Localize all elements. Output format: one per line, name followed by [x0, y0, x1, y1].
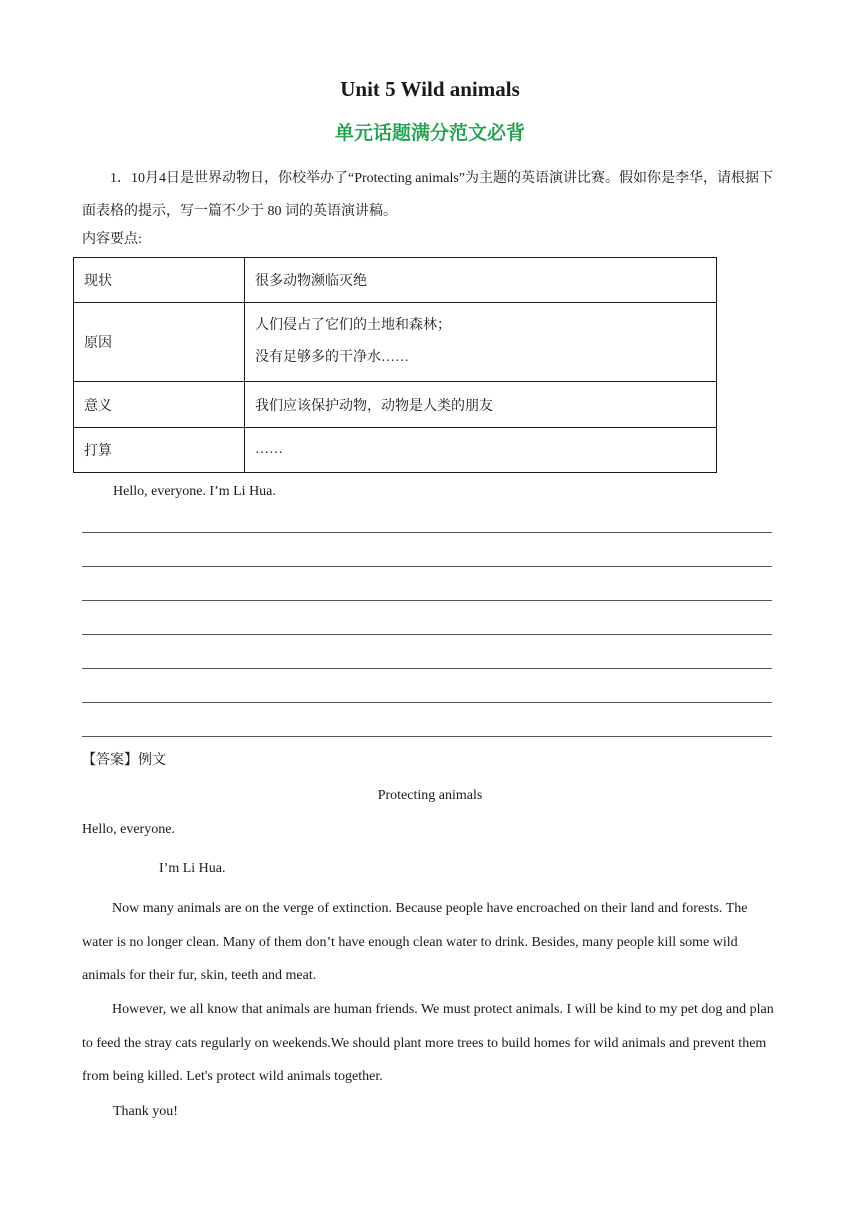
row-value: 很多动物濒临灭绝 — [245, 258, 717, 303]
answer-blank-line[interactable] — [82, 566, 772, 567]
row-key: 打算 — [74, 428, 245, 473]
answer-label: 【答案】例文 — [82, 753, 166, 768]
row-key: 原因 — [74, 303, 245, 382]
essay-intro: I’m Li Hua. — [159, 861, 226, 876]
essay-greeting: Hello, everyone. — [82, 822, 175, 837]
points-label: 内容要点: — [82, 232, 142, 247]
essay-title: Protecting animals — [377, 788, 483, 803]
answer-blank-line[interactable] — [82, 736, 772, 737]
row-value: 我们应该保护动物，动物是人类的朋友 — [245, 382, 717, 428]
writing-opening: Hello, everyone. I’m Li Hua. — [113, 484, 276, 499]
page-subtitle: 单元话题满分范文必背 — [334, 122, 525, 144]
table-row — [74, 258, 717, 303]
answer-blank-line[interactable] — [82, 668, 772, 669]
table-row — [74, 303, 717, 382]
page-title: Unit 5 Wild animals — [340, 77, 520, 101]
table-row — [74, 382, 717, 428]
answer-blank-line[interactable] — [82, 532, 772, 533]
row-key: 现状 — [74, 258, 245, 303]
answer-blank-line[interactable] — [82, 634, 772, 635]
row-value-line: 没有足够多的干净水…… — [255, 350, 409, 365]
essay-paragraph-1: Now many animals are on the verge of extinction. Because people have encroached on their land and forests. The water is no longer clean. Many of them don’t have enough clean water to drink. Besides, many people kill some wild animals for their fur, skin, teeth and meat. — [82, 901, 748, 984]
row-value: …… — [245, 428, 717, 473]
answer-blank-line[interactable] — [82, 600, 772, 601]
requirements-table — [73, 257, 717, 473]
essay-paragraph-2: However, we all know that animals are human friends. We must protect animals. I will be kind to my pet dog and plan to feed the stray cats regularly on weekends.We should plant more trees to build homes for wild animals and prevent them from being killed. Let's protect wild animals together. — [82, 1002, 774, 1085]
table-row — [74, 428, 717, 473]
essay-closing: Thank you! — [113, 1104, 178, 1119]
row-value — [245, 303, 717, 382]
task-prompt: 1．10月4日是世界动物日，你校举办了“Protecting animals”为主题的英语演讲比赛。假如你是李华，请根据下面表格的提示，写一篇不少于 80 词的英语演讲稿。 — [82, 171, 774, 219]
row-key: 意义 — [74, 382, 245, 428]
row-value-line: 人们侵占了它们的土地和森林； — [255, 318, 451, 333]
answer-blank-line[interactable] — [82, 702, 772, 703]
